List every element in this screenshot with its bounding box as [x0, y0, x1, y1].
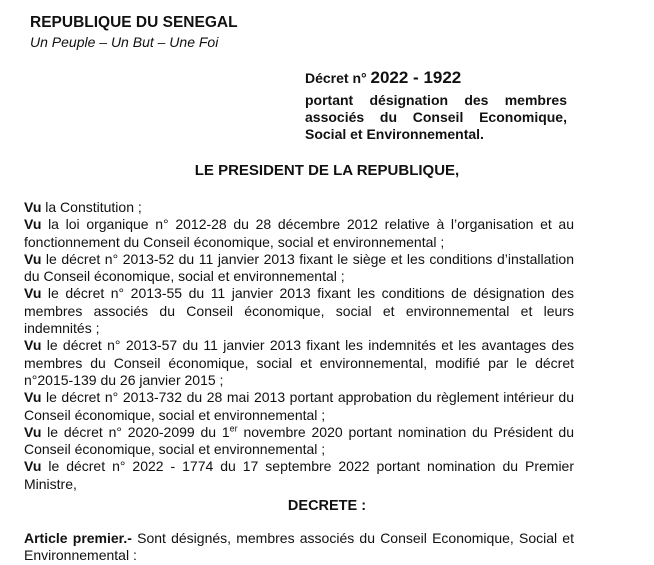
article-label: Article premier.-: [24, 530, 132, 546]
national-motto: Un Peuple – Un But – Une Foi: [30, 34, 219, 50]
visa-item: [24, 389, 574, 424]
decree-prefix: Décret n°: [305, 70, 367, 86]
vu-label: Vu: [24, 285, 42, 302]
vu-label: Vu: [24, 389, 42, 406]
visas-section: [24, 199, 574, 493]
visa-text: le décret n° 2013-732 du 28 mai 2013 portant approbation du règlement intérieur du Conseil économique, social et environnemental ;: [24, 389, 575, 423]
visa-ordinal: er: [229, 423, 238, 434]
decree-title: [305, 68, 461, 88]
visa-text: le décret n° 2013-55 du 11 janvier 2013 fixant les conditions de désignation des membres associés du Conseil économique, social et environnemental et leurs indemnités ;: [24, 285, 574, 337]
visa-item: [24, 251, 574, 286]
visa-item: [24, 424, 574, 459]
visa-text: le décret n° 2013-57 du 11 janvier 2013 fixant les indemnités et les avantages des membres du Conseil économique, social et environnemental, modifié par le décret n°2015-139 du 26 janvier 2015 ;: [24, 337, 574, 388]
vu-label: Vu: [24, 337, 42, 354]
article-premier: [24, 530, 574, 565]
vu-label: Vu: [24, 199, 42, 215]
article-text: Sont désignés, membres associés du Conseil Economique, Social et Environnemental :: [24, 530, 574, 564]
visa-item: [24, 285, 574, 337]
vu-label: Vu: [24, 458, 42, 475]
visa-item: [24, 199, 574, 216]
decree-number: 2022 - 1922: [370, 68, 462, 87]
vu-label: Vu: [24, 250, 42, 267]
visa-text: le décret n° 2022 - 1774 du 17 septembre 2022 portant nomination du Premier Ministre,: [24, 458, 575, 492]
visa-text: novembre 2020 portant nomination du Président du Conseil économique, social et environnemental ;: [24, 423, 574, 458]
visa-item: [24, 458, 574, 493]
republic-heading: REPUBLIQUE DU SENEGAL: [30, 14, 238, 31]
visa-text: le décret n° 2013-52 du 11 janvier 2013 fixant le siège et les conditions d’installation du Conseil économique, social et environnemental ;: [24, 250, 574, 285]
visa-text: la loi organique n° 2012-28 du 28 décembre 2012 relative à l’organisation et au fonctionnement du Conseil économique, social et environnemental ;: [24, 216, 575, 250]
visa-text: le décret n° 2020-2099 du 1: [47, 423, 230, 440]
visa-item: [24, 216, 574, 251]
decrete-heading: DECRETE :: [287, 498, 367, 514]
visa-text: la Constitution ;: [45, 199, 142, 215]
visa-item: [24, 337, 574, 389]
vu-label: Vu: [24, 216, 42, 233]
vu-label: Vu: [24, 423, 42, 440]
president-heading: LE PRESIDENT DE LA REPUBLIQUE,: [194, 162, 460, 179]
decree-subject: portant désignation des membres associés du Conseil Economique, Social et Environnemental.: [305, 92, 567, 142]
